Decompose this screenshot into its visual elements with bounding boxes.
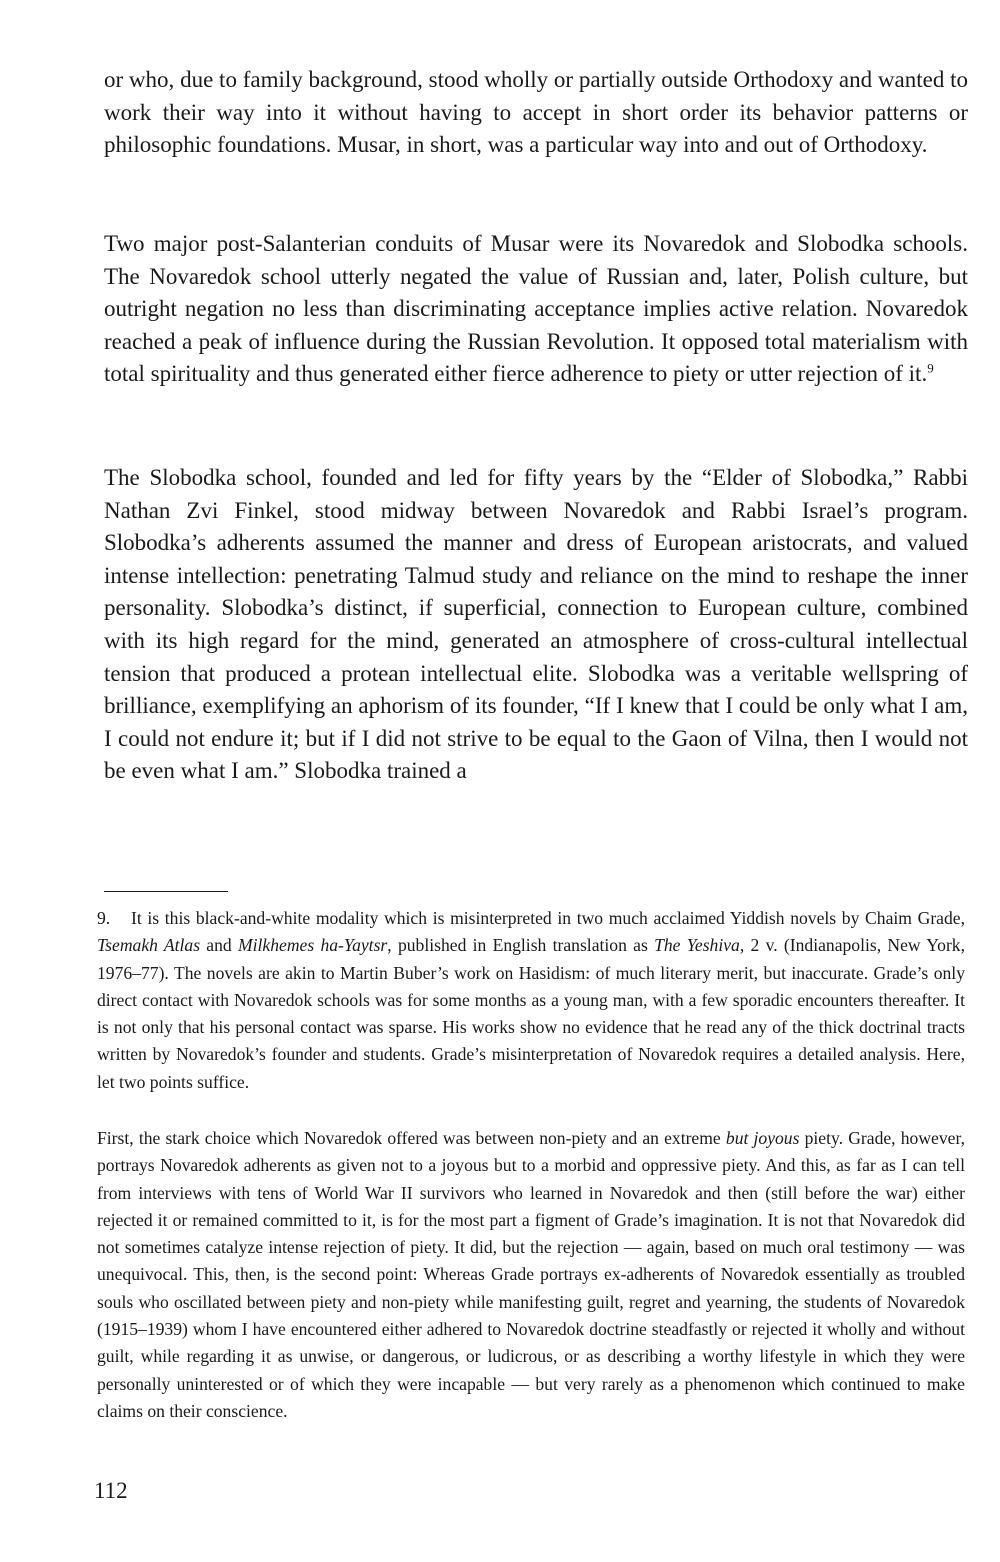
footnote-text: It is this black-and-white modality which is misinterpreted in two much acclaimed Yiddish novels by Chaim Grade,	[131, 908, 965, 928]
body-paragraph-1-text: or who, due to family background, stood wholly or partially outside Orthodoxy and wanted to work their way into it without having to accept in short order its behavior patterns or philosophic foundations. Musar, in short, was a particular way into and out of Orthodoxy.	[104, 67, 968, 158]
footnote-text: piety. Grade, however, portrays Novaredok adherents as given not to a joyous but to a morbid and oppressive piety. And this, as far as I can tell from interviews with tens of World War II survivors who learned in Novaredok and then (still before the war) either rejected it or remained committed to it, is for the most part a figment of Grade’s imagination. It is not that Novaredok did not sometimes catalyze intense rejection of piety. It did, but the rejection — again, based on much oral testimony — was unequivocal. This, then, is the second point: Whereas Grade portrays ex-adherents of Novaredok essentially as troubled souls who oscillated between piety and non-piety while manifesting guilt, regret and yearning, the students of Novaredok (1915–1939) whom I have encountered either adhered to Novaredok doctrine steadfastly or rejected it wholly and without guilt, while regarding it as unwise, or dangerous, or ludicrous, or as describing a worthy lifestyle in which they were personally uninterested or of which they were incapable — but very rarely as a phenomenon which continued to make claims on their conscience.	[97, 1128, 965, 1421]
footnote-paragraph-2	[97, 1125, 965, 1425]
footnote-text: First, the stark choice which Novaredok offered was between non-piety and an extreme	[97, 1128, 726, 1148]
footnote-number: 9.	[97, 908, 111, 928]
book-title: Milkhemes ha-Yaytsr	[237, 935, 388, 956]
body-paragraph-3	[104, 462, 968, 788]
body-paragraph-2-text: Two major post-Salanterian conduits of Musar were its Novaredok and Slobodka schools. The Novaredok school utterly negated the value of Russian and, later, Polish culture, but outright negation no less than discriminating acceptance implies active relation. Novaredok reached a peak of influence during the Russian Revolution. It opposed total materialism with total spirituality and thus generated either fierce adherence to piety or utter rejection of it.	[104, 231, 968, 387]
body-paragraph-2	[104, 228, 968, 391]
body-paragraph-3-text: The Slobodka school, founded and led for fifty years by the “Elder of Slobodka,” Rabbi Nathan Zvi Finkel, stood midway between Novaredok and Rabbi Israel’s program. Slobodka’s adherents assumed the manner and dress of European aristocrats, and valued intense intellection: penetrating Talmud study and reliance on the mind to reshape the inner personality. Slobodka’s distinct, if superficial, connection to European culture, combined with its high regard for the mind, generated an atmosphere of cross-cultural intellectual tension that produced a protean intellectual elite. Slobodka was a veritable wellspring of brilliance, exemplifying an aphorism of its founder, “If I knew that I could be only what I am, I could not endure it; but if I did not strive to be equal to the Gaon of Vilna, then I would not be even what I am.” Slobodka trained a	[104, 465, 968, 784]
book-title: The Yeshiva	[654, 935, 740, 956]
emphasis-text: but joyous	[725, 1128, 800, 1148]
footnote-text: , published in English translation as	[387, 935, 655, 956]
page-number: 112	[94, 1478, 128, 1503]
book-title: Tsemakh Atlas	[97, 935, 201, 956]
footnote-divider	[104, 891, 228, 892]
footnote-paragraph-1	[97, 905, 965, 1096]
body-paragraph-1	[104, 64, 968, 162]
footnote-text: and	[200, 935, 238, 956]
footnote-reference: 9	[927, 360, 934, 376]
footnote-text: , 2 v. (Indianapolis, New York, 1976–77). The novels are akin to Martin Buber’s work on Hasidism: of much literary merit, but inaccurate. Grade’s only direct contact with Novaredok schools was for some months as a young man, with a few sporadic encounters thereafter. It is not only that his personal contact was sparse. His works show no evidence that he read any of the thick doctrinal tracts written by Novaredok’s founder and students. Grade’s misinterpretation of Novaredok requires a detailed analysis. Here, let two points suffice.	[97, 935, 966, 1092]
